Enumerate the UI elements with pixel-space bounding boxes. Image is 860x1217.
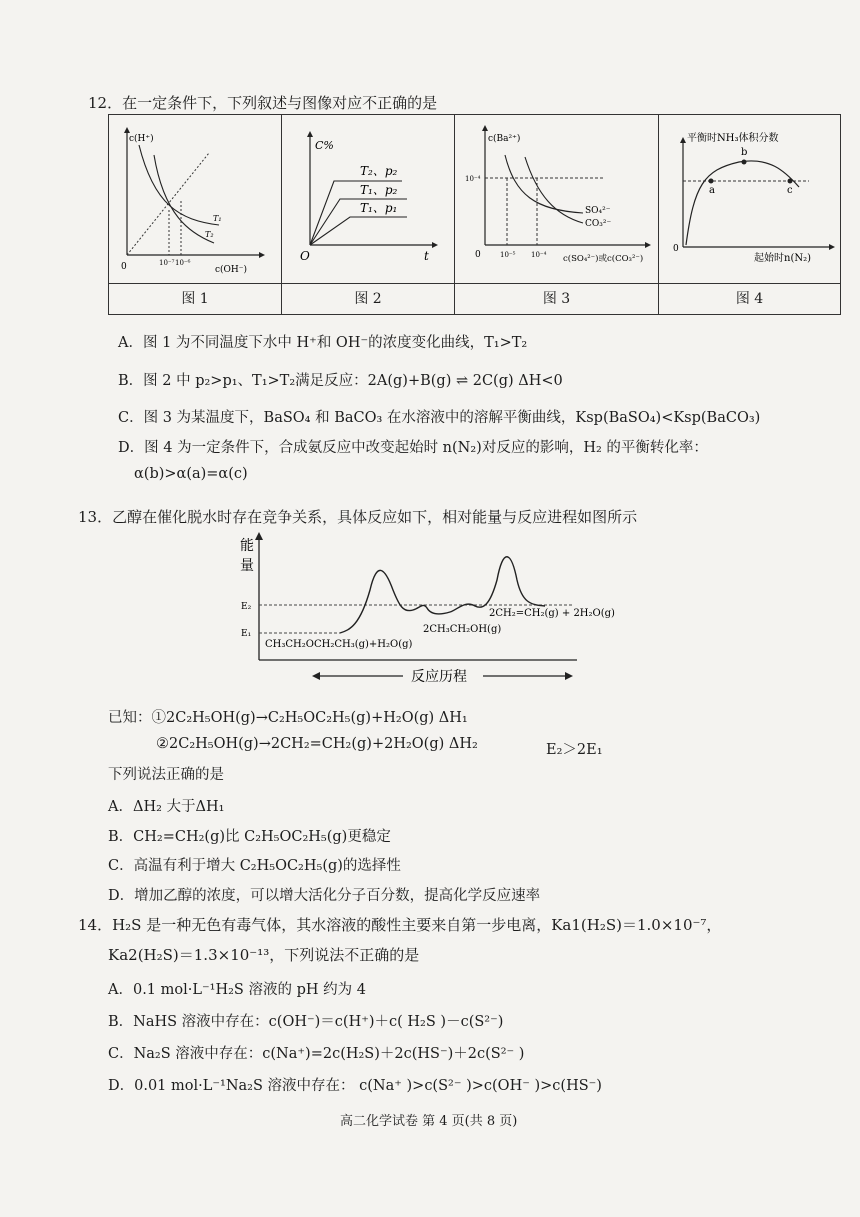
figure-2-caption: 图 2 <box>354 291 382 307</box>
fig2-origin: O <box>300 249 310 263</box>
energy-left-species: CH₃CH₂OCH₂CH₃(g)+H₂O(g) <box>265 639 413 650</box>
fig1-ylabel: c(H⁺) <box>129 134 154 144</box>
fig2-ylabel: C% <box>315 139 334 152</box>
energy-ylabel-2: 量 <box>240 558 254 574</box>
fig2-xlabel: t <box>424 249 429 263</box>
fig1-tick1: 10⁻⁷ <box>159 259 175 267</box>
figure-4 <box>659 115 840 283</box>
q13-option-a: A．ΔH₂ 大于ΔH₁ <box>108 799 225 815</box>
fig4-xlabel: 起始时n(N₂) <box>754 253 812 264</box>
q14-stem-2: Ka2(H₂S)＝1.3×10⁻¹³，下列说法不正确的是 <box>108 946 420 964</box>
q12-option-c: C．图 3 为某温度下，BaSO₄ 和 BaCO₃ 在水溶液中的溶解平衡曲线，Ksp(BaSO₄)<Ksp(BaCO₃) <box>118 410 761 426</box>
q12-stem: 12．在一定条件下，下列叙述与图像对应不正确的是 <box>88 94 438 112</box>
figure-4-caption: 图 4 <box>735 291 764 307</box>
energy-e2-label: E₂ <box>241 602 252 612</box>
energy-xlabel: 反应历程 <box>411 669 467 685</box>
q13-ask: 下列说法正确的是 <box>108 767 224 783</box>
energy-mid-species: 2CH₃CH₂OH(g) <box>423 624 502 635</box>
fig1-t2: T₂ <box>205 230 214 239</box>
energy-diagram <box>235 530 635 690</box>
q13-option-c: C．高温有利于增大 C₂H₅OC₂H₅(g)的选择性 <box>108 858 401 874</box>
q14-stem-1: 14．H₂S 是一种无色有毒气体，其水溶液的酸性主要来自第一步电离，Ka1(H₂S)＝1.0×10⁻⁷， <box>78 916 722 934</box>
q12-option-b: B．图 2 中 p₂>p₁、T₁>T₂满足反应：2A(g)+B(g) ⇌ 2C(g) ΔH<0 <box>118 373 563 389</box>
q14-option-a: A．0.1 mol·L⁻¹H₂S 溶液的 pH 约为 4 <box>108 982 366 998</box>
fig1-origin: 0 <box>121 262 127 272</box>
fig1-tick2: 10⁻⁶ <box>175 259 191 267</box>
q13-stem: 13．乙醇在催化脱水时存在竞争关系，具体反应如下，相对能量与反应进程如图所示 <box>78 508 638 526</box>
figure-2 <box>282 115 454 283</box>
figure-2-cell <box>282 115 455 284</box>
q13-known-1: 已知：①2C₂H₅OH(g)→C₂H₅OC₂H₅(g)+H₂O(g) ΔH₁ <box>108 710 468 726</box>
fig3-xtick2: 10⁻⁴ <box>531 251 547 259</box>
figure-3 <box>455 115 658 283</box>
fig3-ytick: 10⁻⁴ <box>465 175 481 183</box>
q14-option-b: B．NaHS 溶液中存在：c(OH⁻)＝c(H⁺)＋c( H₂S )－c(S²⁻) <box>108 1014 504 1030</box>
fig4-c: c <box>787 185 793 196</box>
fig3-co3: CO₃²⁻ <box>585 219 612 229</box>
q12-option-d: D．图 4 为一定条件下，合成氨反应中改变起始时 n(N₂)对反应的影响，H₂ 的平衡转化率： <box>118 440 708 456</box>
fig3-origin: 0 <box>475 250 481 260</box>
figure-1-caption: 图 1 <box>181 291 209 307</box>
figure-1 <box>109 115 281 283</box>
fig2-l1: T₂、p₂ <box>360 164 398 178</box>
fig3-xtick1: 10⁻⁵ <box>500 251 516 259</box>
fig4-a: a <box>709 185 715 196</box>
fig4-origin: 0 <box>673 244 679 254</box>
q14-option-d: D．0.01 mol·L⁻¹Na₂S 溶液中存在： c(Na⁺ )>c(S²⁻ )>c(OH⁻ )>c(HS⁻) <box>108 1078 602 1094</box>
figure-4-cell <box>659 115 841 284</box>
energy-e1-label: E₁ <box>241 629 252 639</box>
page-footer: 高二化学试卷 第 4 页(共 8 页) <box>340 1114 518 1129</box>
figure-3-caption: 图 3 <box>542 291 571 307</box>
figure-3-cell <box>455 115 659 284</box>
q13-option-d: D．增加乙醇的浓度，可以增大活化分子百分数，提高化学反应速率 <box>108 888 541 904</box>
energy-right-species: 2CH₂=CH₂(g) + 2H₂O(g) <box>489 608 615 619</box>
q12-option-a: A．图 1 为不同温度下水中 H⁺和 OH⁻的浓度变化曲线，T₁>T₂ <box>118 335 528 351</box>
fig1-t1: T₁ <box>213 214 222 223</box>
fig2-l2: T₁、p₂ <box>360 183 398 197</box>
q13-option-b: B．CH₂=CH₂(g)比 C₂H₅OC₂H₅(g)更稳定 <box>108 829 391 845</box>
q12-figure-table <box>108 114 841 315</box>
q13-known-2b: E₂＞2E₁ <box>546 742 603 758</box>
q14-option-c: C．Na₂S 溶液中存在：c(Na⁺)=2c(H₂S)＋2c(HS⁻)＋2c(S²⁻ ) <box>108 1046 525 1062</box>
fig3-xlabel: c(SO₄²⁻)或c(CO₃²⁻) <box>563 254 644 264</box>
q12-option-d-cont: α(b)>α(a)=α(c) <box>134 466 248 482</box>
fig3-ylabel: c(Ba²⁺) <box>488 134 521 144</box>
fig2-l3: T₁、p₁ <box>360 201 398 215</box>
fig3-so4: SO₄²⁻ <box>585 206 611 216</box>
q13-known-2: ②2C₂H₅OH(g)→2CH₂=CH₂(g)+2H₂O(g) ΔH₂ <box>156 736 478 752</box>
fig4-ylabel: 平衡时NH₃体积分数 <box>687 133 779 144</box>
energy-ylabel-1: 能 <box>240 538 254 554</box>
figure-1-cell <box>109 115 282 284</box>
fig1-xlabel: c(OH⁻) <box>215 265 248 275</box>
fig4-b: b <box>741 147 748 158</box>
